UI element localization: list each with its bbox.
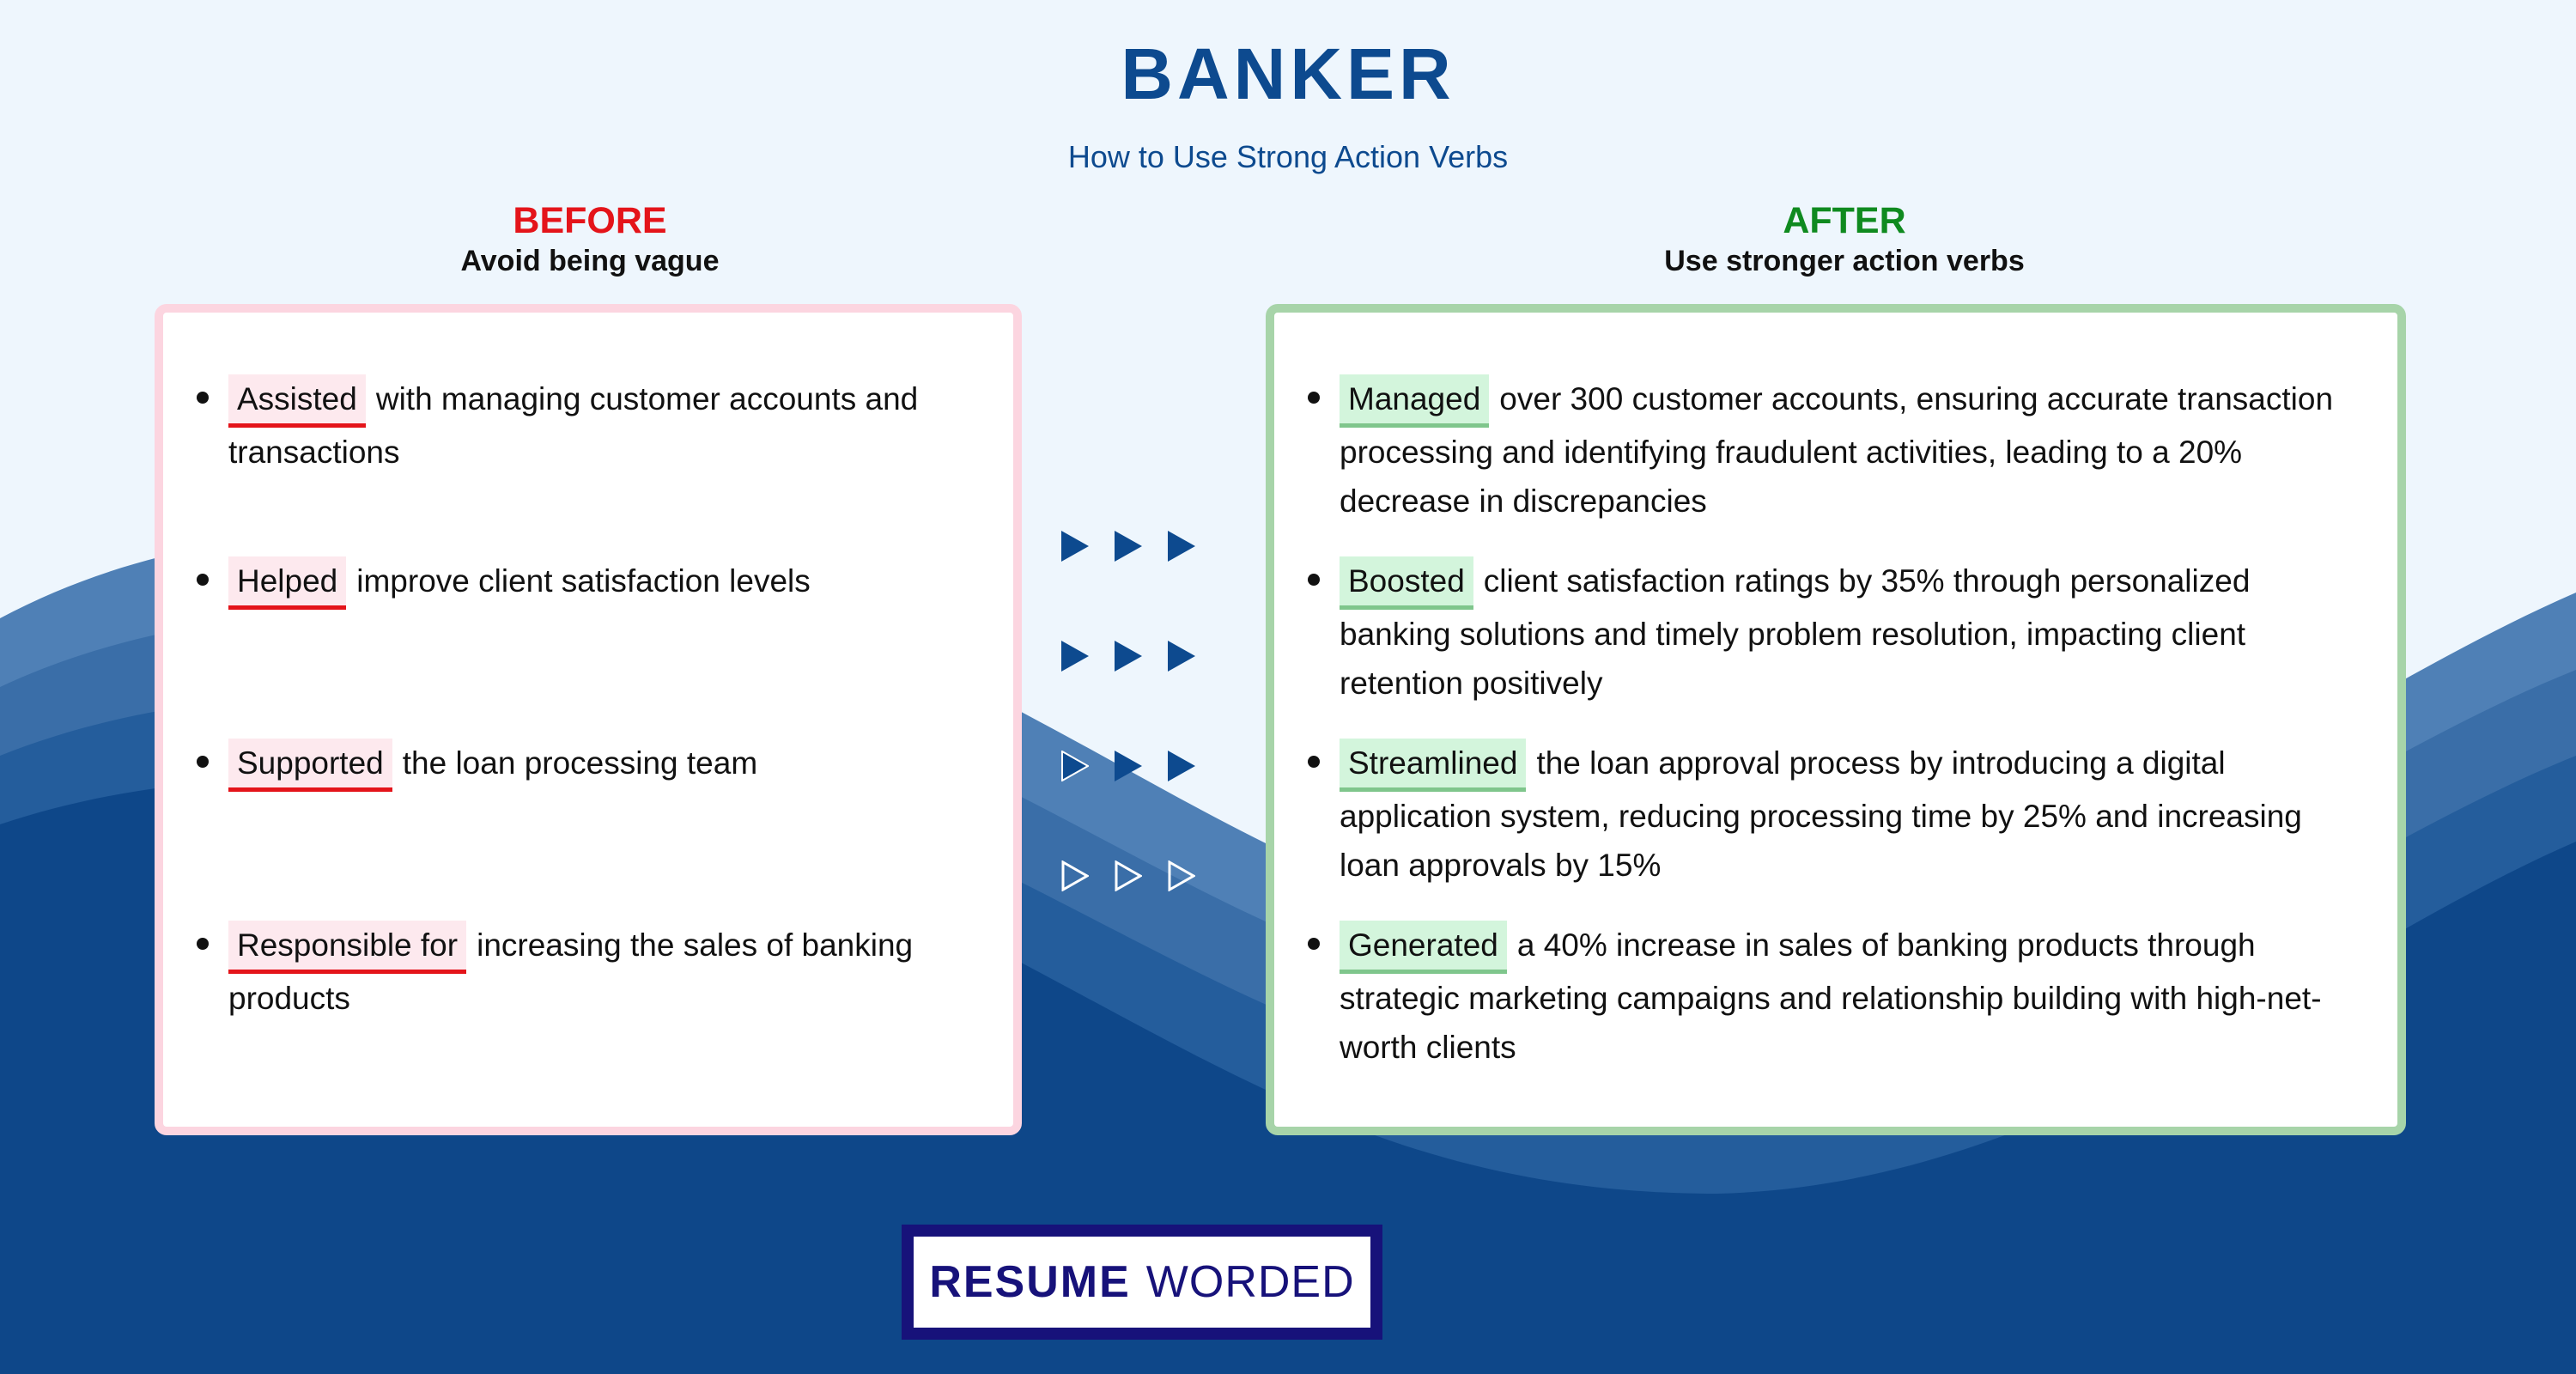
- item-text: client satisfaction ratings by 35% through personalized banking solutions and timely problem resolution, impacting client retention positively: [1340, 563, 2251, 701]
- logo-word-resume: RESUME: [929, 1257, 1131, 1307]
- play-arrow-icon: [1061, 751, 1089, 781]
- bullet-dot-icon: [197, 938, 209, 950]
- bullet-dot-icon: [1308, 938, 1320, 950]
- after-subheading: Use stronger action verbs: [1664, 245, 2025, 277]
- bullet-dot-icon: [1308, 756, 1320, 768]
- play-arrow-icon: [1168, 641, 1195, 672]
- before-heading-group: [158, 199, 1022, 280]
- weak-verb: Supported: [228, 739, 392, 792]
- play-arrow-icon: [1115, 531, 1142, 562]
- play-arrow-icon: [1061, 531, 1089, 562]
- bullet-dot-icon: [1308, 392, 1320, 404]
- list-item: [1340, 739, 2344, 890]
- play-arrow-icon: [1168, 751, 1195, 781]
- bullet-dot-icon: [197, 392, 209, 404]
- arrow-row: [1061, 751, 1195, 781]
- item-text: with managing customer accounts and transactions: [228, 381, 919, 470]
- resume-worded-logo: [902, 1225, 1382, 1340]
- list-item: [1340, 556, 2344, 708]
- arrow-row: [1061, 531, 1195, 562]
- after-heading: AFTER: [1783, 200, 1906, 241]
- play-arrow-outline-icon: [1061, 860, 1089, 891]
- bullet-dot-icon: [197, 756, 209, 768]
- item-text: increasing the sales of banking products: [228, 927, 914, 1016]
- list-item: [1340, 374, 2344, 526]
- list-item: [228, 556, 967, 610]
- item-text: the loan approval process by introducing a digital application system, reducing processing time by 25% and increasing loan approvals by 15%: [1340, 745, 2302, 883]
- after-card: [1266, 304, 2406, 1135]
- play-arrow-icon: [1115, 751, 1142, 781]
- strong-verb: Boosted: [1340, 556, 1473, 610]
- weak-verb: Helped: [228, 556, 346, 610]
- list-item: [228, 921, 967, 1023]
- item-text: over 300 customer accounts, ensuring accurate transaction processing and identifying fraudulent activities, leading to a 20% decrease in discrepancies: [1340, 381, 2334, 519]
- bullet-dot-icon: [1308, 574, 1320, 586]
- page-subtitle: How to Use Strong Action Verbs: [1067, 139, 1509, 174]
- page-title: BANKER: [1121, 33, 1455, 114]
- after-heading-group: [1269, 199, 2420, 280]
- strong-verb: Streamlined: [1340, 739, 1526, 792]
- strong-verb: Managed: [1340, 374, 1489, 428]
- play-arrow-outline-icon: [1115, 860, 1142, 891]
- play-arrow-outline-icon: [1168, 860, 1195, 891]
- play-arrow-icon: [1115, 641, 1142, 672]
- before-card: [155, 304, 1022, 1135]
- strong-verb: Generated: [1340, 921, 1507, 974]
- play-arrow-icon: [1168, 531, 1195, 562]
- item-text: a 40% increase in sales of banking products through strategic marketing campaigns and relationship building with high-net-worth clients: [1340, 927, 2322, 1065]
- logo-word-worded: WORDED: [1145, 1257, 1355, 1307]
- item-text: improve client satisfaction levels: [356, 563, 811, 599]
- arrow-row: [1061, 641, 1195, 672]
- weak-verb: Responsible for: [228, 921, 466, 974]
- bullet-dot-icon: [197, 574, 209, 586]
- play-arrow-icon: [1061, 641, 1089, 672]
- before-heading: BEFORE: [513, 200, 667, 241]
- arrow-row: [1061, 860, 1195, 891]
- before-subheading: Avoid being vague: [460, 245, 720, 277]
- list-item: [228, 739, 967, 792]
- item-text: the loan processing team: [402, 745, 758, 781]
- weak-verb: Assisted: [228, 374, 366, 428]
- list-item: [228, 374, 967, 477]
- list-item: [1340, 921, 2344, 1072]
